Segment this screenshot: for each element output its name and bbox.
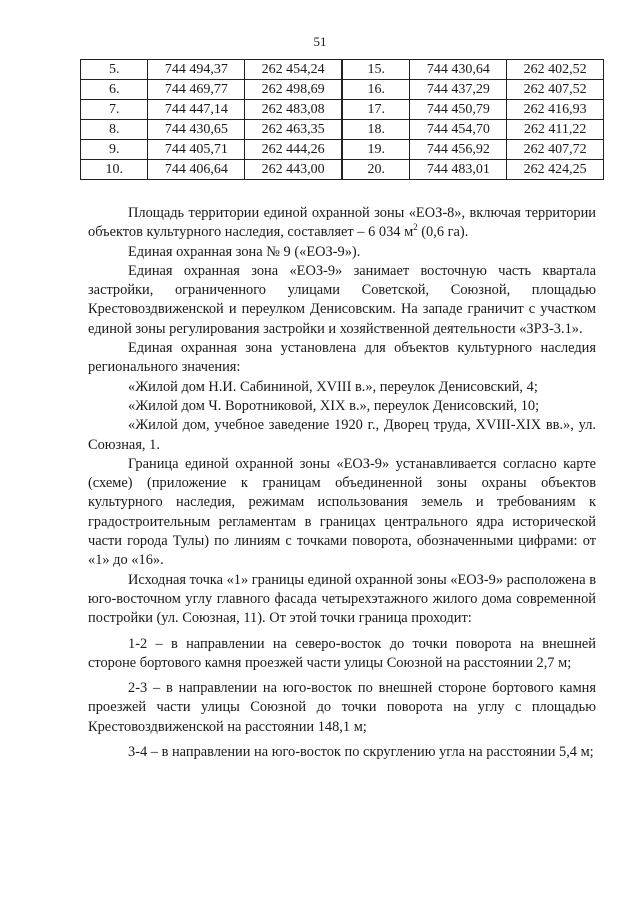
heritage-item: «Жилой дом Ч. Воротниковой, XIX в.», переулок Денисовский, 10; [128, 397, 540, 414]
table-row [81, 60, 604, 80]
x-coordinate-cell: 744 437,29 [410, 80, 507, 100]
point-number-cell: 6. [81, 80, 148, 100]
table-row [81, 80, 604, 100]
point-number-cell: 18. [342, 120, 409, 140]
y-coordinate-cell: 262 463,35 [245, 120, 342, 140]
table-row [81, 140, 604, 160]
document-body [88, 204, 596, 762]
y-coordinate-cell: 262 411,22 [507, 120, 604, 140]
x-coordinate-cell: 744 494,37 [148, 60, 245, 80]
table-row [81, 120, 604, 140]
table-row [81, 100, 604, 120]
y-coordinate-cell: 262 424,25 [507, 160, 604, 180]
point-number-cell: 8. [81, 120, 148, 140]
boundary-description: Граница единой охранной зоны «ЕОЗ-9» устанавливается согласно карте (схеме) (приложение к границам объединенной зоны охраны объектов культурного наследия, режимам использования земель и требованиям к градостроительным регламентам в границах центрального ядра исторической части города Тулы) по линиям с точками поворота, обозначенными цифрами: от «1» до «16». [88, 455, 596, 569]
point-number-cell: 16. [342, 80, 409, 100]
y-coordinate-cell: 262 443,00 [245, 160, 342, 180]
x-coordinate-cell: 744 454,70 [410, 120, 507, 140]
x-coordinate-cell: 744 447,14 [148, 100, 245, 120]
coordinates-table [80, 59, 604, 180]
zone-description: Единая охранная зона «ЕОЗ-9» занимает восточную часть квартала застройки, ограниченного улицами Советской, Союзной, площадью Крестовоздвиженской и переулком Денисовским. На западе граничит с участком единой зоны регулирования застройки и хозяйственной деятельности «ЗРЗ-3.1». [88, 262, 596, 337]
point-number-cell: 17. [342, 100, 409, 120]
y-coordinate-cell: 262 483,08 [245, 100, 342, 120]
x-coordinate-cell: 744 430,64 [410, 60, 507, 80]
area-text-end: (0,6 га). [417, 224, 469, 241]
zone-heading: Единая охранная зона № 9 («ЕОЗ-9»). [128, 243, 361, 260]
x-coordinate-cell: 744 430,65 [148, 120, 245, 140]
area-unit-superscript: 2 [413, 222, 418, 233]
y-coordinate-cell: 262 416,93 [507, 100, 604, 120]
point-number-cell: 15. [342, 60, 409, 80]
x-coordinate-cell: 744 456,92 [410, 140, 507, 160]
x-coordinate-cell: 744 450,79 [410, 100, 507, 120]
point-number-cell: 10. [81, 160, 148, 180]
x-coordinate-cell: 744 406,64 [148, 160, 245, 180]
point-number-cell: 19. [342, 140, 409, 160]
heritage-item: «Жилой дом Н.И. Сабининой, XVIII в.», переулок Денисовский, 4; [128, 378, 538, 395]
start-point-description: Исходная точка «1» границы единой охранной зоны «ЕОЗ-9» расположена в юго-восточном углу главного фасада четырехэтажного жилого дома современной постройки (ул. Союзная, 11). От этой точки граница проходит: [88, 571, 596, 627]
y-coordinate-cell: 262 402,52 [507, 60, 604, 80]
x-coordinate-cell: 744 483,01 [410, 160, 507, 180]
point-number-cell: 5. [81, 60, 148, 80]
area-paragraph [88, 204, 596, 243]
y-coordinate-cell: 262 407,72 [507, 140, 604, 160]
heritage-item: «Жилой дом, учебное заведение 1920 г., Дворец труда, XVIII-XIX вв.», ул. Союзная, 1. [88, 417, 596, 453]
area-text: Площадь территории единой охранной зоны «ЕОЗ-8», включая территории объектов культурного наследия, составляет – 6 034 м [88, 205, 596, 241]
y-coordinate-cell: 262 407,52 [507, 80, 604, 100]
point-number-cell: 7. [81, 100, 148, 120]
point-number-cell: 9. [81, 140, 148, 160]
point-number-cell: 20. [342, 160, 409, 180]
boundary-segment: 1-2 – в направлении на северо-восток до точки поворота на внешней стороне бортового камня проезжей части улицы Союзной на расстоянии 2,7 м; [88, 635, 596, 671]
x-coordinate-cell: 744 469,77 [148, 80, 245, 100]
y-coordinate-cell: 262 444,26 [245, 140, 342, 160]
x-coordinate-cell: 744 405,71 [148, 140, 245, 160]
boundary-segment: 3-4 – в направлении на юго-восток по скруглению угла на расстоянии 5,4 м; [128, 744, 594, 761]
y-coordinate-cell: 262 454,24 [245, 60, 342, 80]
heritage-intro: Единая охранная зона установлена для объектов культурного наследия регионального значения: [88, 340, 596, 376]
table-row [81, 160, 604, 180]
boundary-segment: 2-3 – в направлении на юго-восток по внешней стороне бортового камня проезжей части улицы Союзной до точки поворота на углу с площадью Крестовоздвиженской на расстоянии 148,1 м; [88, 680, 596, 735]
page-number: 51 [313, 34, 327, 49]
y-coordinate-cell: 262 498,69 [245, 80, 342, 100]
